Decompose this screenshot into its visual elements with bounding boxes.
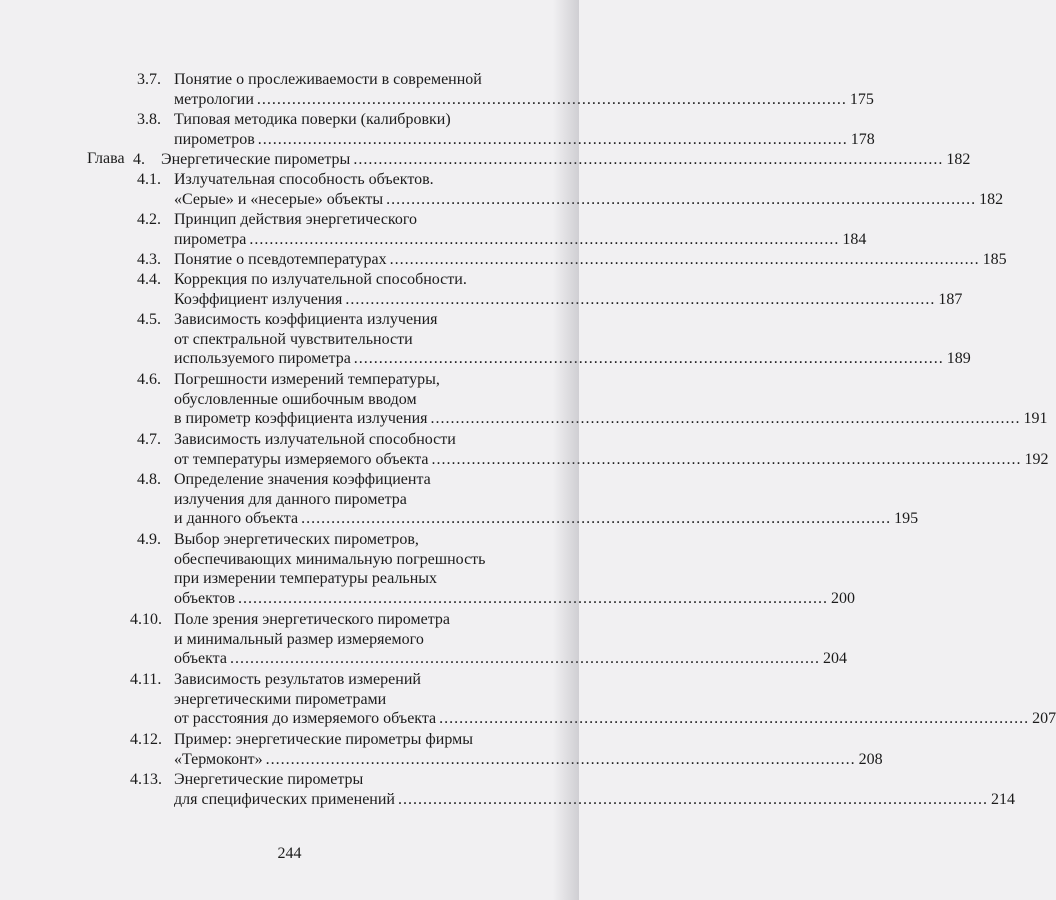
dot-leader xyxy=(230,649,820,669)
section-number: 4.4. xyxy=(137,271,161,288)
toc-entry xyxy=(137,430,1049,469)
section-number: 4.10. xyxy=(130,611,162,628)
section-number: 4.13. xyxy=(130,771,162,788)
toc-entry xyxy=(137,250,1007,270)
section-number: 4.7. xyxy=(137,431,161,448)
dot-leader xyxy=(354,349,944,369)
toc-entry-line xyxy=(174,230,867,250)
toc-entry-line xyxy=(174,250,1007,270)
toc-entry-title: от расстояния до измеряемого объекта xyxy=(174,710,437,727)
toc-entry-line xyxy=(174,750,883,770)
toc-page-number: 184 xyxy=(842,230,867,248)
dot-leader xyxy=(238,589,828,609)
toc-entry-title: «Серые» и «несерые» объекты xyxy=(174,190,384,208)
dot-leader xyxy=(398,790,988,810)
toc-entry xyxy=(137,310,971,369)
section-number: 4.1. xyxy=(137,171,161,188)
toc-entry xyxy=(130,770,1015,809)
dot-leader xyxy=(390,250,980,270)
toc-entry xyxy=(137,530,856,608)
toc-entry xyxy=(137,470,919,529)
toc-entry-line: Излучательная способность объектов. xyxy=(174,171,434,188)
toc-entry-title: Понятие о псевдотемпературах xyxy=(174,251,387,268)
section-number: 3.7. xyxy=(137,71,161,88)
toc-entry xyxy=(137,210,867,249)
toc-entry-line xyxy=(174,450,1049,470)
toc-entry-line xyxy=(174,190,1004,210)
dot-leader xyxy=(345,290,935,310)
page-edge-shadow xyxy=(553,0,579,900)
toc-entry-line xyxy=(174,709,1056,729)
toc-entry-line xyxy=(174,290,963,310)
toc-entry-title: «Термоконт» xyxy=(174,750,263,768)
toc-page-number: 185 xyxy=(982,251,1007,268)
toc-entry-line xyxy=(174,589,856,609)
toc-entry xyxy=(137,270,963,309)
section-number: 4.5. xyxy=(137,311,161,328)
toc-page-number: 204 xyxy=(822,650,847,667)
toc-entry-line: Поле зрения энергетического пирометра xyxy=(174,611,450,628)
toc-entry-line xyxy=(174,409,1048,429)
toc-entry-title: используемого пирометра xyxy=(174,350,351,367)
dot-leader xyxy=(386,190,976,210)
toc-page-number: 182 xyxy=(979,190,1004,208)
toc-entry-line: обусловленные ошибочным вводом xyxy=(174,390,417,408)
section-number: 4.3. xyxy=(137,251,161,268)
toc-page-number: 191 xyxy=(1023,410,1048,427)
toc-entry-line: Понятие о прослеживаемости в современной xyxy=(174,71,482,88)
toc-entry xyxy=(137,70,874,109)
toc-entry-line: Зависимость излучательной способности xyxy=(174,431,456,448)
dot-leader xyxy=(431,450,1021,470)
section-number: 3.8. xyxy=(137,111,161,128)
toc-entry-line: Погрешности измерений температуры, xyxy=(174,371,440,388)
section-number: 4.11. xyxy=(130,671,162,688)
toc-page-number: 192 xyxy=(1024,450,1049,468)
section-number: 4.12. xyxy=(130,731,162,748)
toc-entry-line xyxy=(174,509,919,529)
dot-leader xyxy=(353,150,943,170)
toc-entry xyxy=(130,610,847,669)
dot-leader xyxy=(439,709,1029,729)
toc-entry-line: Зависимость результатов измерений xyxy=(174,671,421,688)
toc-entry-line xyxy=(161,150,971,170)
toc-entry-line xyxy=(174,349,971,369)
toc-entry-title: объекта xyxy=(174,650,227,667)
dot-leader xyxy=(431,409,1021,429)
toc-entry-line: от спектральной чувствительности xyxy=(174,330,413,348)
toc-entry-title: метрологии xyxy=(174,90,254,108)
section-number: 4.6. xyxy=(137,371,161,388)
toc-entry-line: и минимальный размер измеряемого xyxy=(174,630,424,648)
toc-entry-line: при измерении температуры реальных xyxy=(174,570,438,587)
section-number: 4.9. xyxy=(137,531,161,548)
toc-page-number: 208 xyxy=(858,750,883,768)
toc-page-number: 187 xyxy=(938,290,963,308)
toc-entry-line: Принцип действия энергетического xyxy=(174,211,418,228)
toc-entry-title: от температуры измеряемого объекта xyxy=(174,450,429,468)
toc-entry xyxy=(130,670,1056,729)
toc-page-number: 207 xyxy=(1032,710,1056,727)
toc-entry-title: для специфических применений xyxy=(174,790,395,808)
toc-entry-title: пирометров xyxy=(174,130,255,148)
toc-entry-line: Зависимость коэффициента излучения xyxy=(174,311,438,328)
toc-entry-line xyxy=(174,130,875,150)
section-number: 4. xyxy=(133,151,145,168)
toc-entry-line: Коррекция по излучательной способности. xyxy=(174,271,467,288)
toc-entry-title: Коэффициент излучения xyxy=(174,290,343,308)
toc-entry-title: объектов xyxy=(174,589,236,607)
toc-entry xyxy=(137,370,1048,429)
toc-entry-line xyxy=(174,649,847,669)
toc-entry-line: обеспечивающих минимальную погрешность xyxy=(174,550,486,568)
toc-entry-line: энергетическими пирометрами xyxy=(174,690,387,708)
toc-entry-line: Типовая методика поверки (калибровки) xyxy=(174,111,451,128)
toc-page-number: 189 xyxy=(946,350,971,367)
dot-leader xyxy=(301,509,891,529)
toc-entry-title: и данного объекта xyxy=(174,510,299,527)
toc-entry-line: Определение значения коэффициента xyxy=(174,471,431,488)
section-number: 4.2. xyxy=(137,211,161,228)
toc-page-number: 178 xyxy=(850,130,875,148)
toc-entry-line xyxy=(174,90,874,110)
dot-leader xyxy=(249,230,839,250)
toc-page-number: 195 xyxy=(894,510,919,527)
toc-page-number: 214 xyxy=(991,790,1015,808)
dot-leader xyxy=(257,90,847,110)
toc-entry-line xyxy=(174,790,1015,810)
toc-page-number: 182 xyxy=(946,151,971,168)
chapter-label: Глава xyxy=(87,150,125,167)
toc-entry xyxy=(137,110,875,149)
toc-entry-title: Энергетические пирометры xyxy=(161,151,351,168)
section-number: 4.8. xyxy=(137,471,161,488)
toc-page-number: 200 xyxy=(831,589,856,607)
toc-entry-title: пирометра xyxy=(174,230,247,248)
toc-entry xyxy=(130,730,883,769)
toc-entry-line: излучения для данного пирометра xyxy=(174,490,407,508)
toc-entry-line: Энергетические пирометры xyxy=(174,771,364,788)
toc-entry-line: Пример: энергетические пирометры фирмы xyxy=(174,731,473,748)
toc-entry xyxy=(87,150,971,170)
toc-page-number: 175 xyxy=(849,90,874,108)
toc-entry-line: Выбор энергетических пирометров, xyxy=(174,531,419,548)
page-number: 244 xyxy=(277,845,302,862)
toc-entry xyxy=(137,170,1004,209)
toc-entry-title: в пирометр коэффициента излучения xyxy=(174,410,428,427)
